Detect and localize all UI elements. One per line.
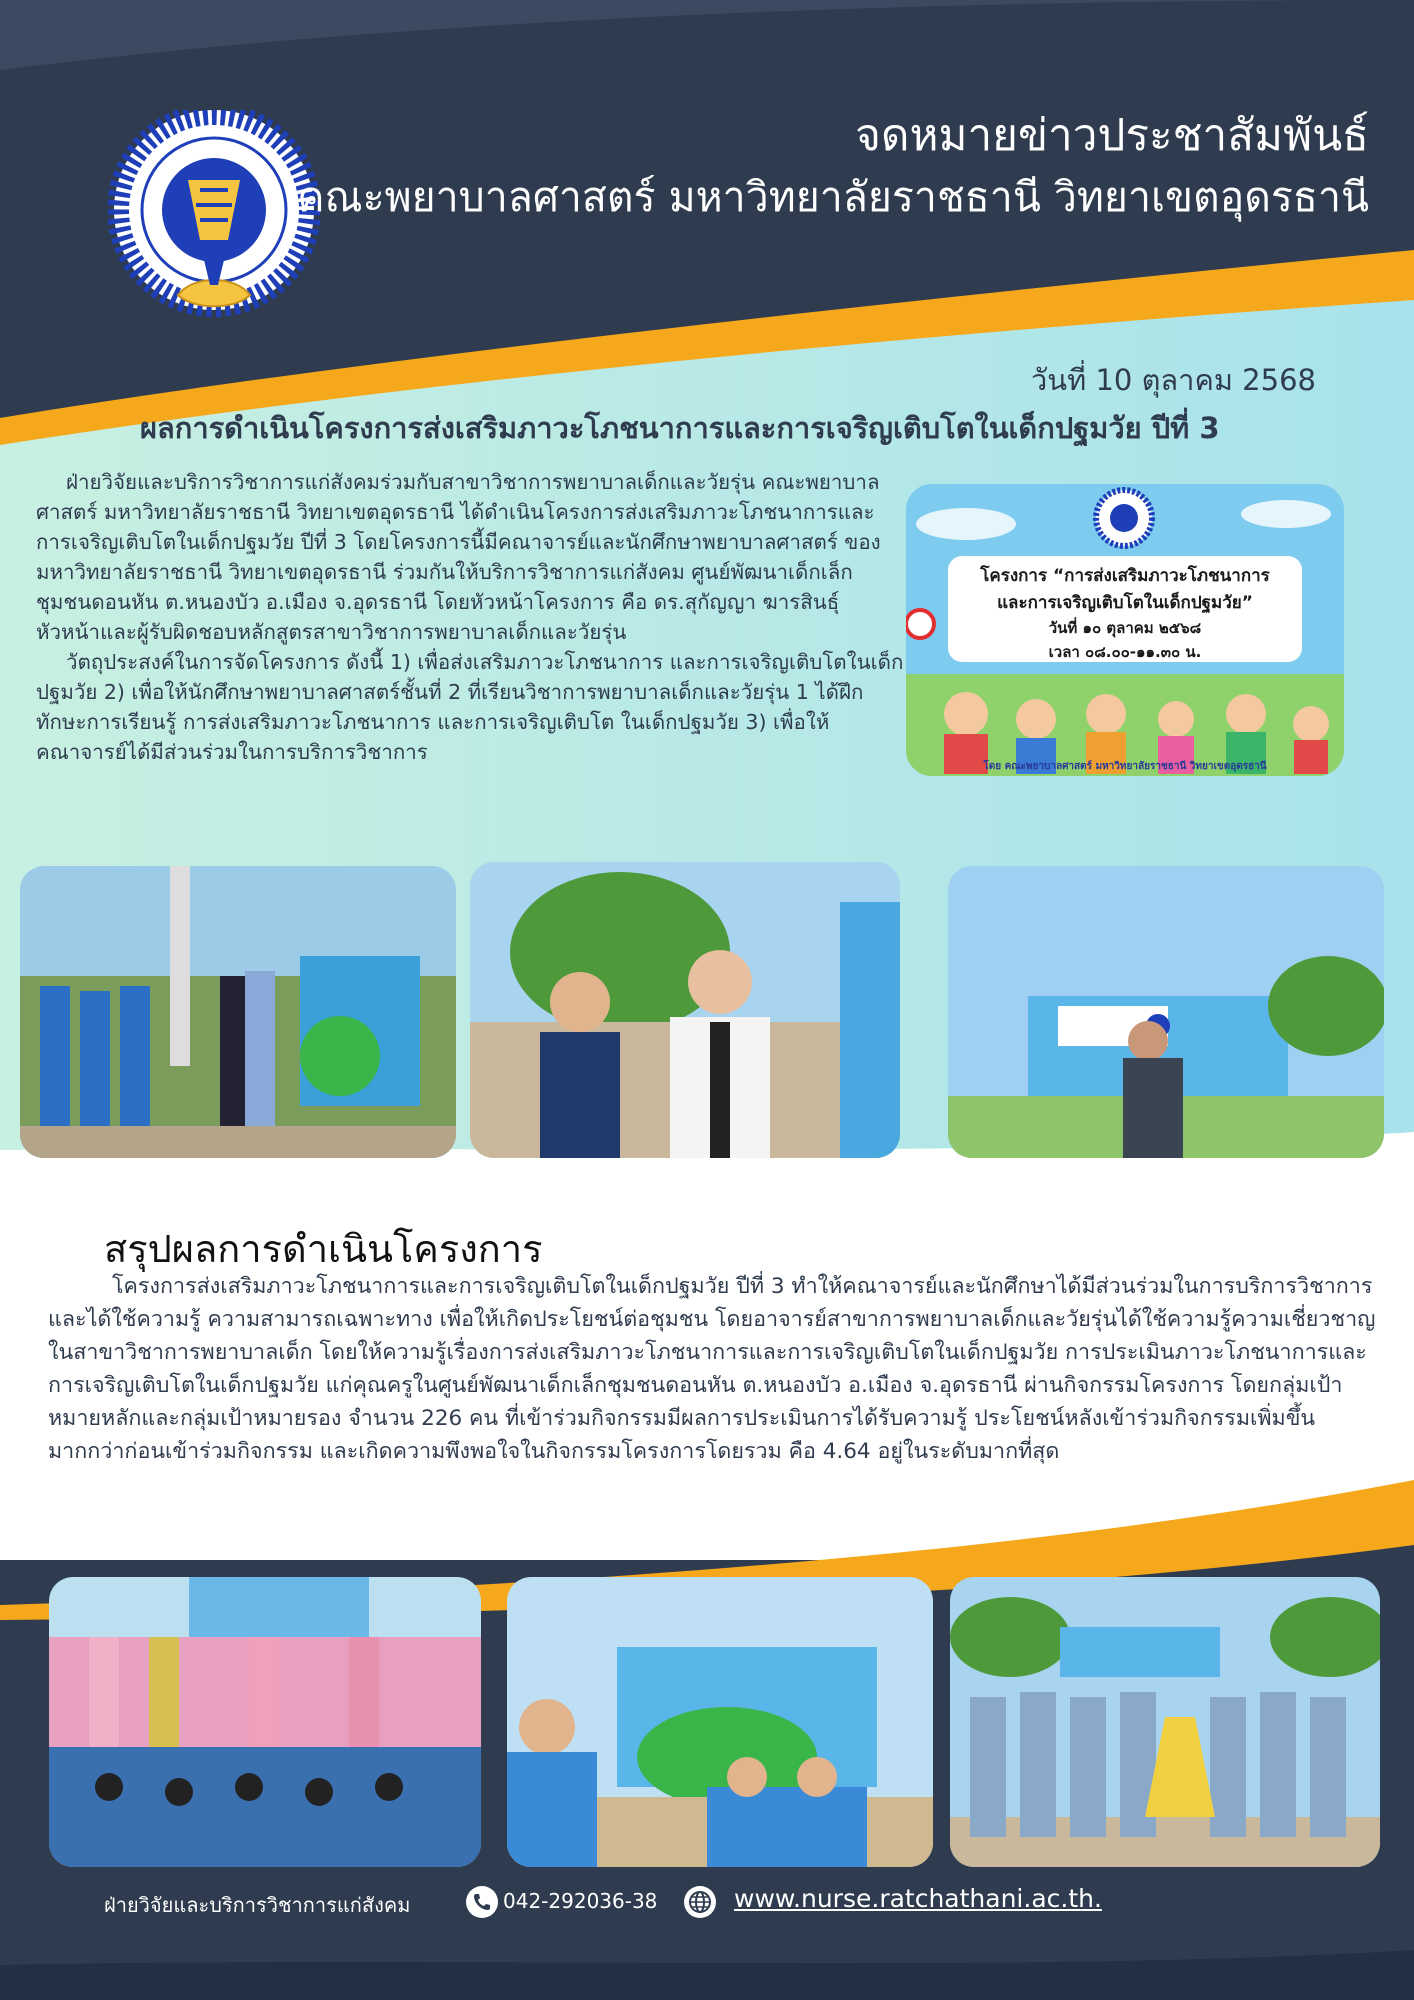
poster-line2: และการเจริญเติบโตในเด็กปฐมวัย” — [997, 593, 1253, 613]
activity-photo — [20, 866, 456, 1158]
intro-text — [36, 467, 906, 767]
project-poster — [906, 484, 1344, 776]
intro-paragraph: ฝ่ายวิจัยและบริการวิชาการแก่สังคมร่วมกับสาขาวิชาการพยาบาลเด็กและวัยรุ่น คณะพยาบาลศาสตร์ มหาวิทยาลัยราชธานี วิทยาเขตอุดรธานี ได้ดำเนินโครงการส่งเสริมภาวะโภชนาการและการเจริญเติบโตในเด็กปฐมวัย ปีที่ 3 โดยโครงการนี้มีคณาจารย์และนักศึกษาพยาบาลศาสตร์ ของมหาวิทยาลัยราชธานี วิทยาเขตอุดรธานี ร่วมกันให้บริการวิชาการแก่สังคม ศูนย์พัฒนาเด็กเล็กชุมชนดอนหัน ต.หนองบัว อ.เมือง จ.อุดรธานี โดยหัวหน้าโครงการ คือ ดร.สุกัญญา ฆารสินธุ์ หัวหน้าและผู้รับผิดชอบหลักสูตรสาขาวิชาการพยาบาลเด็กและวัยรุ่น — [36, 470, 881, 644]
poster-text-box — [948, 556, 1302, 662]
objectives-paragraph: วัตถุประสงค์ในการจัดโครงการ ดังนี้ 1) เพื่อส่งเสริมภาวะโภชนาการ และการเจริญเติบโตในเด็กปฐมวัย 2) เพื่อให้นักศึกษาพยาบาลศาสตร์ชั้นที่ 2 ที่เรียนวิชาการพยาบาลเด็กและวัยรุ่น 1 ได้ฝึกทักษะการเรียนรู้ การส่งเสริมภาวะโภชนาการ และการเจริญเติบโต ในเด็กปฐมวัย 3) เพื่อให้คณาจารย์ได้มีส่วนร่วมในการบริการวิชาการ — [36, 650, 904, 764]
poster-time: เวลา ๐๘.๐๐-๑๑.๓๐ น. — [1048, 643, 1202, 661]
globe-icon — [684, 1886, 716, 1918]
footer-phone: 042-292036-38 — [503, 1889, 658, 1913]
activity-photo — [49, 1577, 481, 1867]
summary-paragraph: โครงการส่งเสริมภาวะโภชนาการและการเจริญเติบโตในเด็กปฐมวัย ปีที่ 3 ทำให้คณาจารย์และนักศึกษาได้มีส่วนร่วมในการบริการวิชาการและได้ใช้ความรู้ ความสามารถเฉพาะทาง เพื่อให้เกิดประโยชน์ต่อชุมชน โดยอาจารย์สาขาการพยาบาลเด็กและวัยรุ่นได้ใช้ความรู้ความเชี่ยวชาญในสาขาวิชาการพยาบาลเด็ก โดยให้ความรู้เรื่องการส่งเสริมภาวะโภชนาการและการเจริญเติบโตในเด็กปฐมวัย การประเมินภาวะโภชนาการและการเจริญเติบโตในเด็กปฐมวัย แก่คุณครูในศูนย์พัฒนาเด็กเล็กชุมชนดอนหัน ต.หนองบัว อ.เมือง จ.อุดรธานี ผ่านกิจกรรมโครงการ โดยกลุ่มเป้าหมายหลักและกลุ่มเป้าหมายรอง จำนวน 226 คน ที่เข้าร่วมกิจกรรมมีผลการประเมินการได้รับความรู้ ประโยชน์หลังเข้าร่วมกิจกรรมเพิ่มขึ้นมากกว่าก่อนเข้าร่วมกิจกรรม และเกิดความพึงพอใจในกิจกรรมโครงการโดยรวม คือ 4.64 อยู่ในระดับมากที่สุด — [48, 1274, 1376, 1464]
summary-text — [48, 1270, 1378, 1468]
activity-photo — [507, 1577, 933, 1867]
phone-icon — [466, 1886, 498, 1918]
faculty-name: คณะพยาบาลศาสตร์ มหาวิทยาลัยราชธานี วิทยาเขตอุดรธานี — [297, 173, 1369, 221]
footer-website-link[interactable]: www.nurse.ratchathani.ac.th. — [734, 1884, 1102, 1913]
activity-photo — [470, 862, 900, 1158]
poster-footer: โดย คณะพยาบาลศาสตร์ มหาวิทยาลัยราชธานี วิทยาเขตอุดรธานี — [983, 761, 1267, 772]
newsletter-title: จดหมายข่าวประชาสัมพันธ์ — [855, 110, 1369, 161]
poster-line1: โครงการ “การส่งเสริมภาวะโภชนาการ — [980, 566, 1270, 586]
footer-department: ฝ่ายวิจัยและบริการวิชาการแก่สังคม — [104, 1893, 411, 1917]
activity-photo — [950, 1577, 1380, 1867]
article-title: ผลการดำเนินโครงการส่งเสริมภาวะโภชนาการและการเจริญเติบโตในเด็กปฐมวัย ปีที่ 3 — [140, 411, 1220, 445]
summary-heading: สรุปผลการดำเนินโครงการ — [104, 1227, 543, 1271]
activity-photo — [948, 866, 1384, 1158]
article-date: วันที่ 10 ตุลาคม 2568 — [1031, 363, 1316, 397]
university-seal-icon — [108, 110, 320, 322]
poster-date: วันที่ ๑๐ ตุลาคม ๒๕๖๘ — [1048, 619, 1202, 637]
